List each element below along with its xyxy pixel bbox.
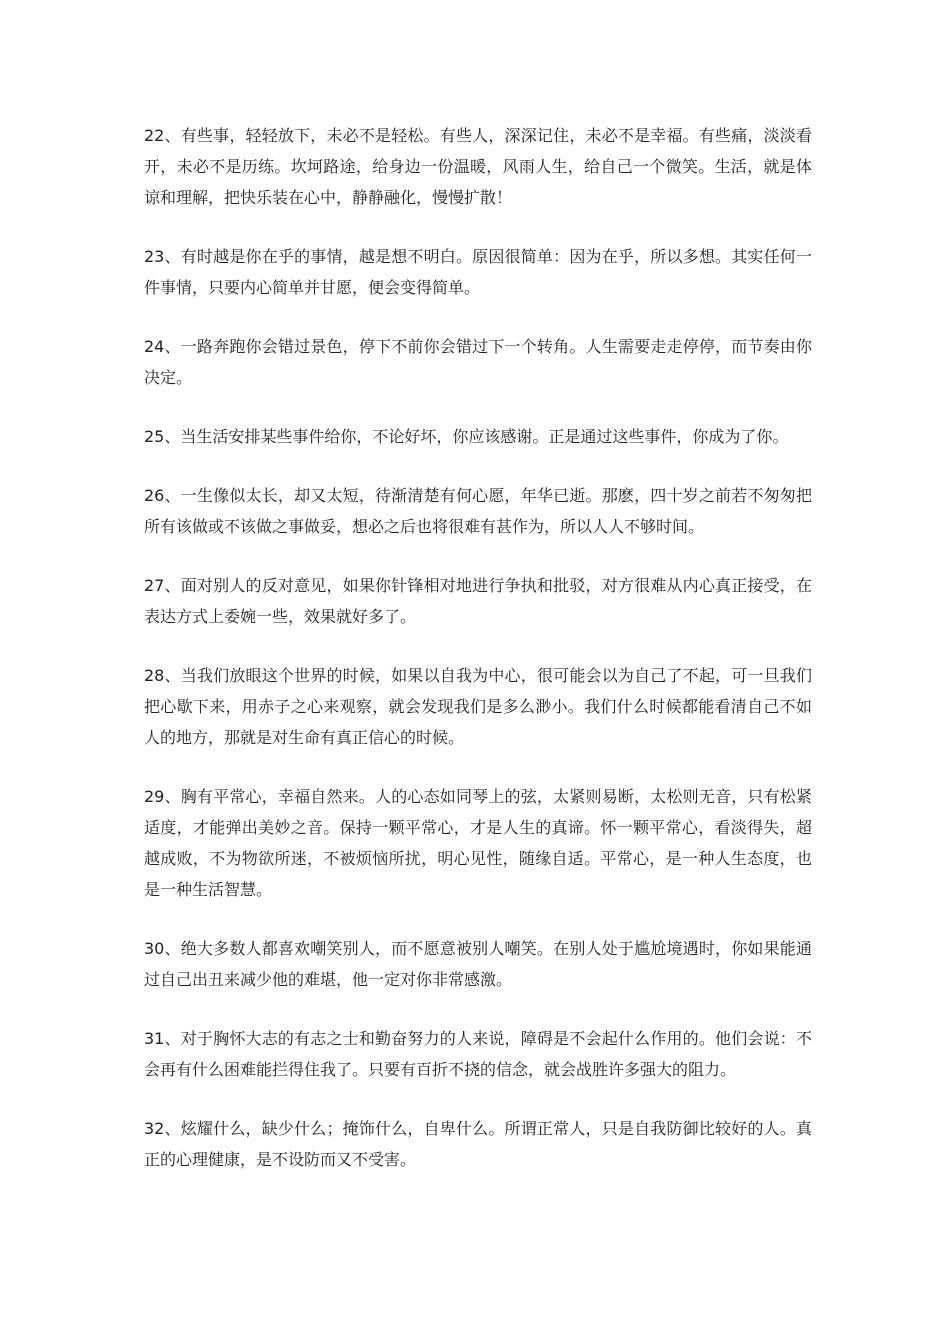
paragraph-23: 23、有时越是你在乎的事情，越是想不明白。原因很简单：因为在乎，所以多想。其实任何一件事情，只要内心简单并甘愿，便会变得简单。 (144, 247, 812, 297)
paragraph-25: 25、当生活安排某些事件给你，不论好坏，你应该感谢。正是通过这些事件，你成为了你。 (144, 427, 789, 446)
paragraph-32: 32、炫耀什么，缺少什么；掩饰什么，自卑什么。所谓正常人，只是自我防御比较好的人。真正的心理健康，是不设防而又不受害。 (144, 1119, 812, 1169)
document-page (144, 120, 812, 1203)
paragraph-28: 28、当我们放眼这个世界的时候，如果以自我为中心，很可能会以为自己了不起，可一旦我们把心歇下来，用赤子之心来观察，就会发现我们是多么渺小。我们什么时候都能看清自己不如人的地方，那就是对生命有真正信心的时候。 (144, 666, 812, 747)
paragraph-26: 26、一生像似太长，却又太短，待渐清楚有何心愿，年华已逝。那麽，四十岁之前若不匆匆把所有该做或不该做之事做妥，想必之后也将很难有甚作为，所以人人不够时间。 (144, 486, 812, 536)
paragraph-29: 29、胸有平常心，幸福自然来。人的心态如同琴上的弦，太紧则易断，太松则无音，只有松紧适度，才能弹出美妙之音。保持一颗平常心，才是人生的真谛。怀一颗平常心，看淡得失，超越成败，不为物欲所迷，不被烦恼所扰，明心见性，随缘自适。平常心，是一种人生态度，也是一种生活智慧。 (144, 787, 812, 899)
paragraph-30: 30、绝大多数人都喜欢嘲笑别人，而不愿意被别人嘲笑。在别人处于尴尬境遇时，你如果能通过自己出丑来减少他的难堪，他一定对你非常感激。 (144, 939, 812, 989)
paragraph-22: 22、有些事，轻轻放下，未必不是轻松。有些人，深深记住，未必不是幸福。有些痛，淡淡看开，未必不是历练。坎坷路途，给身边一份温暖，风雨人生，给自己一个微笑。生活，就是体谅和理解，把快乐装在心中，静静融化，慢慢扩散！ (144, 126, 812, 207)
paragraph-24: 24、一路奔跑你会错过景色，停下不前你会错过下一个转角。人生需要走走停停，而节奏由你决定。 (144, 337, 812, 387)
paragraph-27: 27、面对别人的反对意见，如果你针锋相对地进行争执和批驳，对方很难从内心真正接受，在表达方式上委婉一些，效果就好多了。 (144, 576, 812, 626)
paragraph-31: 31、对于胸怀大志的有志之士和勤奋努力的人来说，障碍是不会起什么作用的。他们会说：不会再有什么困难能拦得住我了。只要有百折不挠的信念，就会战胜许多强大的阻力。 (144, 1029, 812, 1079)
